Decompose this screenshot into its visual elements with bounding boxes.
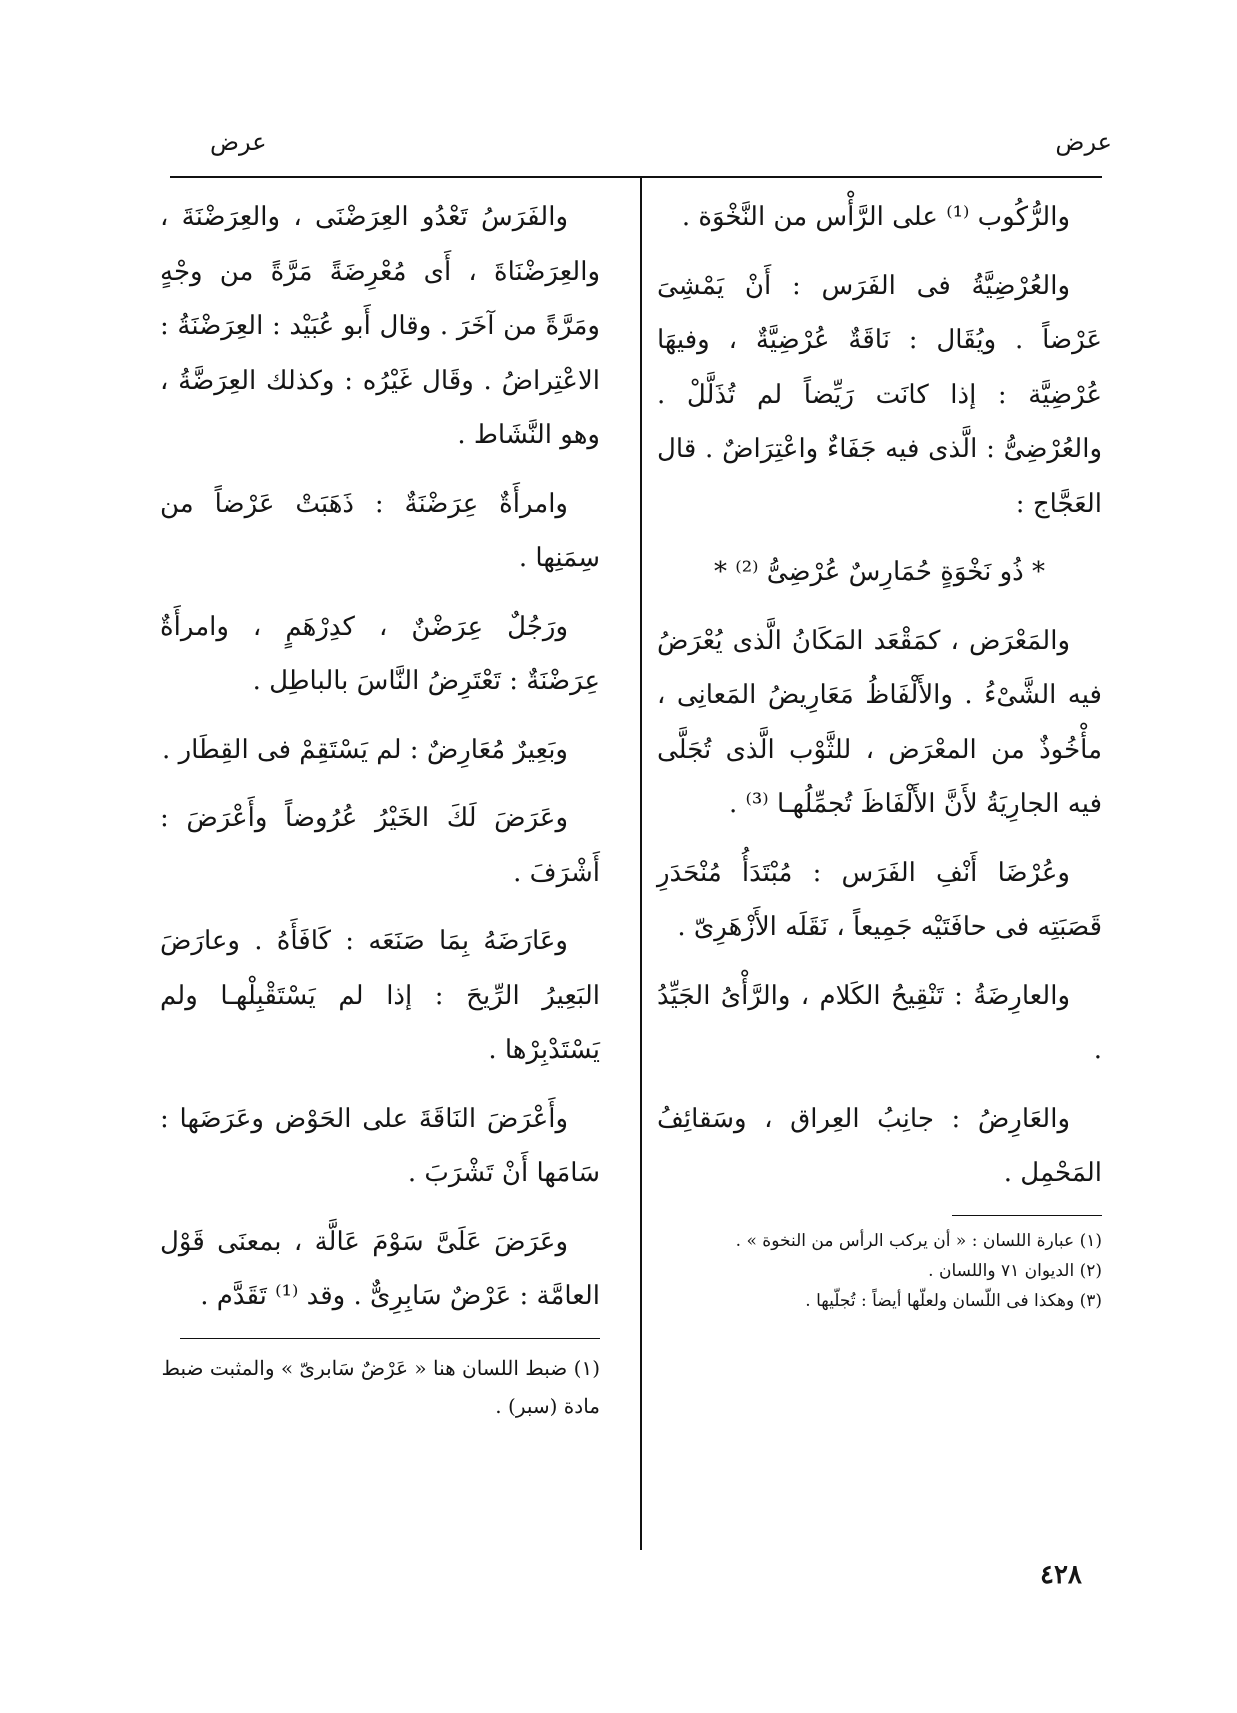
verse-line: * ذُو نَخْوَةٍ حُمَارِسٌ عُرْضِىُّ ⁽²⁾ * [714, 557, 1045, 587]
footnotes-left [160, 1349, 600, 1425]
running-header-left: عرض [210, 128, 267, 156]
footnotes-right [657, 1226, 1102, 1316]
entry-paragraph: والعُرْضِيَّةُ فى الفَرَس : أَنْ يَمْشِىَ عَرْضاً . ويُقَال : نَاقَةٌ عُرْضِيَّةٌ ، وفيهَا عُرْضِيَّة : إذا كانَت رَيِّضاً لم تُذَلَّلْ . والعُرْضِىُّ : الَّذى فيه جَفَاءٌ واعْتِرَاضٌ . قال العَجَّاج : [657, 270, 1102, 519]
footnote: (٣) وهكذا فى اللّسان ولعلّها أيضاً : تُجلّيها . [805, 1290, 1102, 1311]
footnote: (١) ضبط اللسان هنا « عَرْضٌ سَابرىّ » والمثبت ضبط مادة (سبر) . [161, 1355, 600, 1418]
entry-paragraph: وعَارَضَهُ بِمَا صَنَعَه : كَافَأَهُ . وعارَضَ البَعِيرُ الرِّيحَ : إذا لم يَسْتَقْبِلْهـا ولم يَسْتَدْبِرْها . [160, 926, 600, 1065]
right-column [657, 190, 1102, 1316]
entry-paragraph: والمَعْرَض ، كمَقْعَد المَكَانُ الَّذى يُعْرَضُ فيه الشَّىْءُ . والأَلْفَاظُ مَعَارِيضُ المَعانِى ، مأْخُوذٌ من المعْرَض ، للثَّوْب الَّذى تُجَلَّى فيه الجارِيَةُ لأَنَّ الأَلْفَاظَ تُجمِّلُهـا ⁽³⁾ . [657, 625, 1102, 819]
entry-paragraph: وعُرْضَا أَنْفِ الفَرَس : مُبْتَدَأُ مُنْحَدَرِ قَصَبَتِه فى حافَتَيْه جَمِيعاً ، نَقَلَه الأَزْهَرِىّ . [657, 857, 1102, 942]
entry-paragraph: والعارِضَةُ : تَنْقِيحُ الكَلام ، والرَّأْىُ الجَيِّدُ . [657, 980, 1102, 1065]
entry-paragraph: والرُّكُوب ⁽¹⁾ على الرَّأْس من النَّخْوَة . [681, 202, 1070, 232]
entry-paragraph: وبَعِيرٌ مُعَارِضٌ : لم يَسْتَقِمْ فى القِطَار . [162, 734, 568, 765]
page-number: ٤٢٨ [1040, 1560, 1082, 1590]
footnote-rule [952, 1215, 1102, 1216]
header-rule [170, 176, 1102, 178]
entry-paragraph: والعَارِضُ : جانِبُ العِراق ، وسَقائِفُ المَحْمِل . [657, 1103, 1102, 1188]
left-column [160, 190, 600, 1425]
entry-paragraph: والفَرَسُ تَعْدُو العِرَضْنَى ، والعِرَضْنَةَ ، والعِرَضْنَاةَ ، أَى مُعْرِضَةً مَرَّةً من وجْهٍ ومَرَّةً من آخَرَ . وقال أَبو عُبَيْد : العِرَضْنَةُ : الاعْتِراضُ . وقَال غَيْرُه : وكذلك العِرَضَّةُ ، وهو النَّشَاط . [160, 202, 600, 450]
footnote: (١) عبارة اللسان : « أن يركب الرأس من النخوة » . [735, 1230, 1102, 1251]
entry-paragraph: وعَرَضَ عَلَىَّ سَوْمَ عَالَّة ، بمعنَى قَوْل العامَّة : عَرْضٌ سَابِرِىٌّ . وقد ⁽¹⁾ تَقَدَّم . [160, 1226, 600, 1311]
column-divider [640, 178, 642, 1550]
entry-paragraph: ورَجُلٌ عِرَضْنٌ ، كدِرْهَمٍ ، وامرأَةٌ عِرَضْنَةٌ : تَعْتَرِضُ النَّاسَ بالباطِل . [160, 611, 600, 696]
footnote-rule [180, 1338, 600, 1339]
entry-paragraph: وامرأَةٌ عِرَضْنَةٌ : ذَهَبَتْ عَرْضاً من سِمَنِها . [160, 488, 600, 573]
running-header-right: عرض [1055, 128, 1112, 156]
footnote: (٢) الديوان ٧١ واللسان . [928, 1260, 1102, 1281]
entry-paragraph: وعَرَضَ لَكَ الخَيْرُ عُرُوضاً وأَعْرَضَ : أَشْرَفَ . [160, 803, 600, 888]
entry-paragraph: وأَعْرَضَ النَاقَةَ على الحَوْض وعَرَضَها : سَامَها أَنْ تَشْرَبَ . [160, 1103, 600, 1188]
